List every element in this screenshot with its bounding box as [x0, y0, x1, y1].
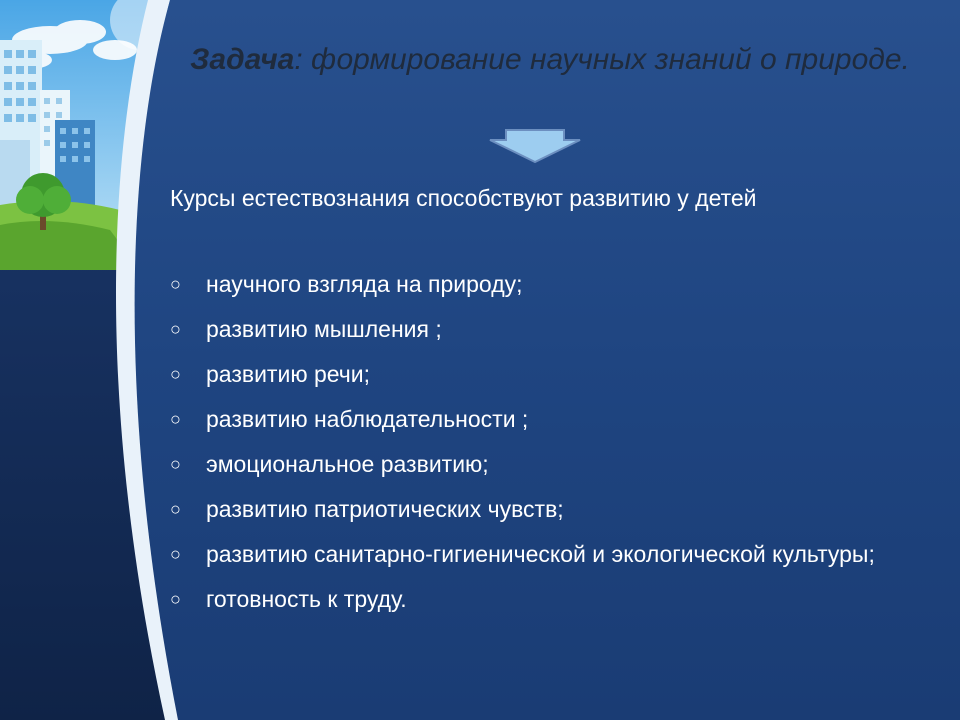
list-item: [170, 403, 940, 435]
list-item: [170, 313, 940, 345]
down-arrow-icon: [486, 128, 584, 164]
title-lead: Задача: [190, 43, 295, 76]
list-item-text: эмоциональное развитию;: [206, 451, 489, 477]
intro-text: Курсы естествознания способствуют развитию у детей: [170, 185, 757, 211]
list-item-text: развитию мышления ;: [206, 316, 442, 342]
list-item-text: развитию патриотических чувств;: [206, 496, 564, 522]
list-item: [170, 493, 940, 525]
bullet-circle-icon: ○: [170, 409, 181, 429]
bullet-circle-icon: ○: [170, 499, 181, 519]
bullet-circle-icon: ○: [170, 364, 181, 384]
list-item: [170, 538, 940, 570]
list-item-text: развитию санитарно-гигиенической и экологической культуры;: [206, 541, 875, 567]
bullet-circle-icon: ○: [170, 589, 181, 609]
list-item-text: научного взгляда на природу;: [206, 271, 523, 297]
bullet-list: [170, 268, 940, 628]
bullet-circle-icon: ○: [170, 274, 181, 294]
list-item-text: развитию речи;: [206, 361, 370, 387]
list-item-text: развитию наблюдательности ;: [206, 406, 529, 432]
bullet-circle-icon: ○: [170, 454, 181, 474]
bullet-circle-icon: ○: [170, 544, 181, 564]
list-item: [170, 448, 940, 480]
slide-title: [170, 38, 930, 82]
list-item: [170, 268, 940, 300]
title-rest: : формирование научных знаний о природе.: [294, 43, 910, 76]
list-item-text: готовность к труду.: [206, 586, 407, 612]
bullet-circle-icon: ○: [170, 319, 181, 339]
list-item: [170, 583, 940, 615]
list-item: [170, 358, 940, 390]
